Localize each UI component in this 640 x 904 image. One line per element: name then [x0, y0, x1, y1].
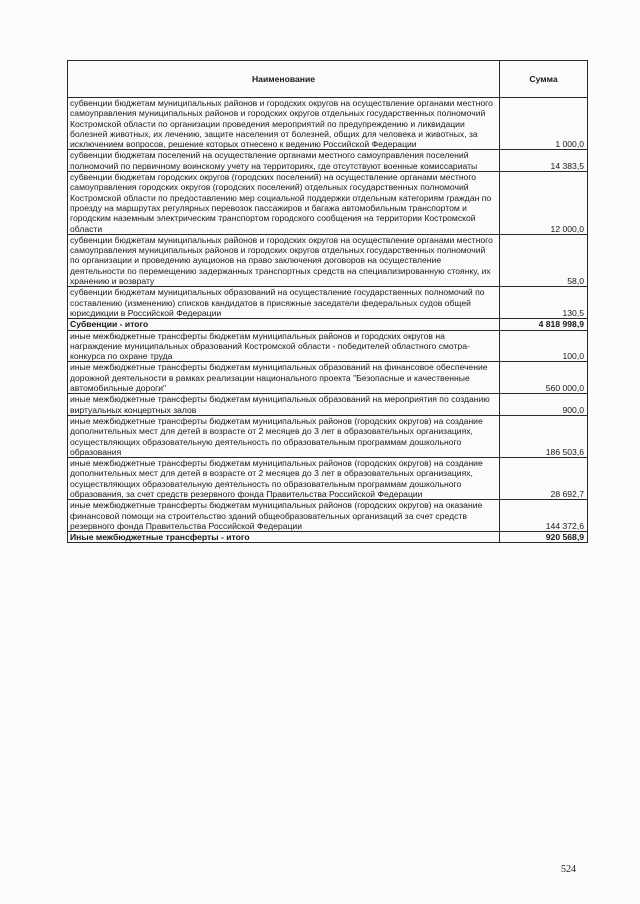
table-row	[68, 330, 588, 362]
table-header-row	[68, 61, 588, 98]
table-row	[68, 287, 588, 319]
table-total-row	[68, 532, 588, 543]
table-row	[68, 172, 588, 235]
row-name: субвенции бюджетам городских округов (городских поселений) на осуществление органами местного самоуправления городских округов (городских поселений) отдельных государственных полномочий Костромской области по предоставлению мер социальной поддержки отдельным категориям граждан по проезду на маршрутах регулярных перевозок пассажиров и багажа автомобильным транспортом и городским наземным электрическим транспортом городского сообщения на территории Костромской области	[68, 172, 500, 235]
row-sum: 58,0	[500, 234, 588, 286]
row-name: Субвенции - итого	[68, 319, 500, 330]
row-sum: 144 372,6	[500, 500, 588, 532]
row-sum: 186 503,6	[500, 415, 588, 457]
table-row	[68, 458, 588, 500]
row-name: иные межбюджетные трансферты бюджетам муниципальных районов (городских округов) на создание дополнительных мест для детей в возрасте от 2 месяцев до 3 лет в образовательных организациях, осуществляющих образовательную деятельность по образовательным программам дошкольного образования, за счет средств резервного фонда Правительства Российской Федерации	[68, 458, 500, 500]
row-sum: 28 692,7	[500, 458, 588, 500]
table-row	[68, 150, 588, 172]
table-row	[68, 500, 588, 532]
row-name: иные межбюджетные трансферты бюджетам муниципальных районов (городских округов) на создание дополнительных мест для детей в возрасте от 2 месяцев до 3 лет в образовательных организациях, осуществляющих образовательную деятельность по образовательным программам дошкольного образования	[68, 415, 500, 457]
table-row	[68, 234, 588, 286]
row-sum: 900,0	[500, 394, 588, 416]
header-name: Наименование	[68, 61, 500, 98]
row-sum: 14 383,5	[500, 150, 588, 172]
row-name: субвенции бюджетам поселений на осуществление органами местного самоуправления поселений полномочий по первичному воинскому учету на территориях, где отсутствуют военные комиссариаты	[68, 150, 500, 172]
table-row	[68, 98, 588, 150]
row-sum: 12 000,0	[500, 172, 588, 235]
page-number: 524	[561, 864, 576, 875]
row-sum: 4 818 998,9	[500, 319, 588, 330]
header-sum: Сумма	[500, 61, 588, 98]
row-name: иные межбюджетные трансферты бюджетам муниципальных образований на финансовое обеспечение дорожной деятельности в рамках реализации национального проекта "Безопасные и качественные автомобильные дороги"	[68, 362, 500, 394]
table-row	[68, 362, 588, 394]
row-sum: 130,5	[500, 287, 588, 319]
row-name: Иные межбюджетные трансферты - итого	[68, 532, 500, 543]
row-name: иные межбюджетные трансферты бюджетам муниципальных районов и городских округов на награждение муниципальных образований Костромской области - победителей областного смотра-конкурса по охране труда	[68, 330, 500, 362]
budget-table	[67, 60, 588, 543]
row-name: субвенции бюджетам муниципальных районов и городских округов на осуществление органами местного самоуправления муниципальных районов и городских округов отдельных государственных полномочий по организации и проведению аукционов на право заключения договоров на осуществление деятельности по перемещению задержанных транспортных средств на специализированную стоянку, их хранению и возврату	[68, 234, 500, 286]
row-sum: 100,0	[500, 330, 588, 362]
table-row	[68, 415, 588, 457]
row-name: иные межбюджетные трансферты бюджетам муниципальных районов (городских округов) на оказание финансовой помощи на строительство зданий общеобразовательных организаций за счет средств резервного фонда Правительства Российской Федерации	[68, 500, 500, 532]
row-name: субвенции бюджетам муниципальных районов и городских округов на осуществление органами местного самоуправления муниципальных районов и городских округов отдельных государственных полномочий Костромской области по организации проведения мероприятий по предупреждению и ликвидации болезней животных, их лечению, защите населения от болезней, общих для человека и животных, за исключением вопросов, решение которых отнесено к ведению Российской Федерации	[68, 98, 500, 150]
row-sum: 1 000,0	[500, 98, 588, 150]
row-sum: 920 568,9	[500, 532, 588, 543]
row-name: иные межбюджетные трансферты бюджетам муниципальных образований на мероприятия по созданию виртуальных концертных залов	[68, 394, 500, 416]
table-total-row	[68, 319, 588, 330]
row-sum: 560 000,0	[500, 362, 588, 394]
row-name: субвенции бюджетам муниципальных образований на осуществление государственных полномочий по составлению (изменению) списков кандидатов в присяжные заседатели федеральных судов общей юрисдикции в Российской Федерации	[68, 287, 500, 319]
table-row	[68, 394, 588, 416]
